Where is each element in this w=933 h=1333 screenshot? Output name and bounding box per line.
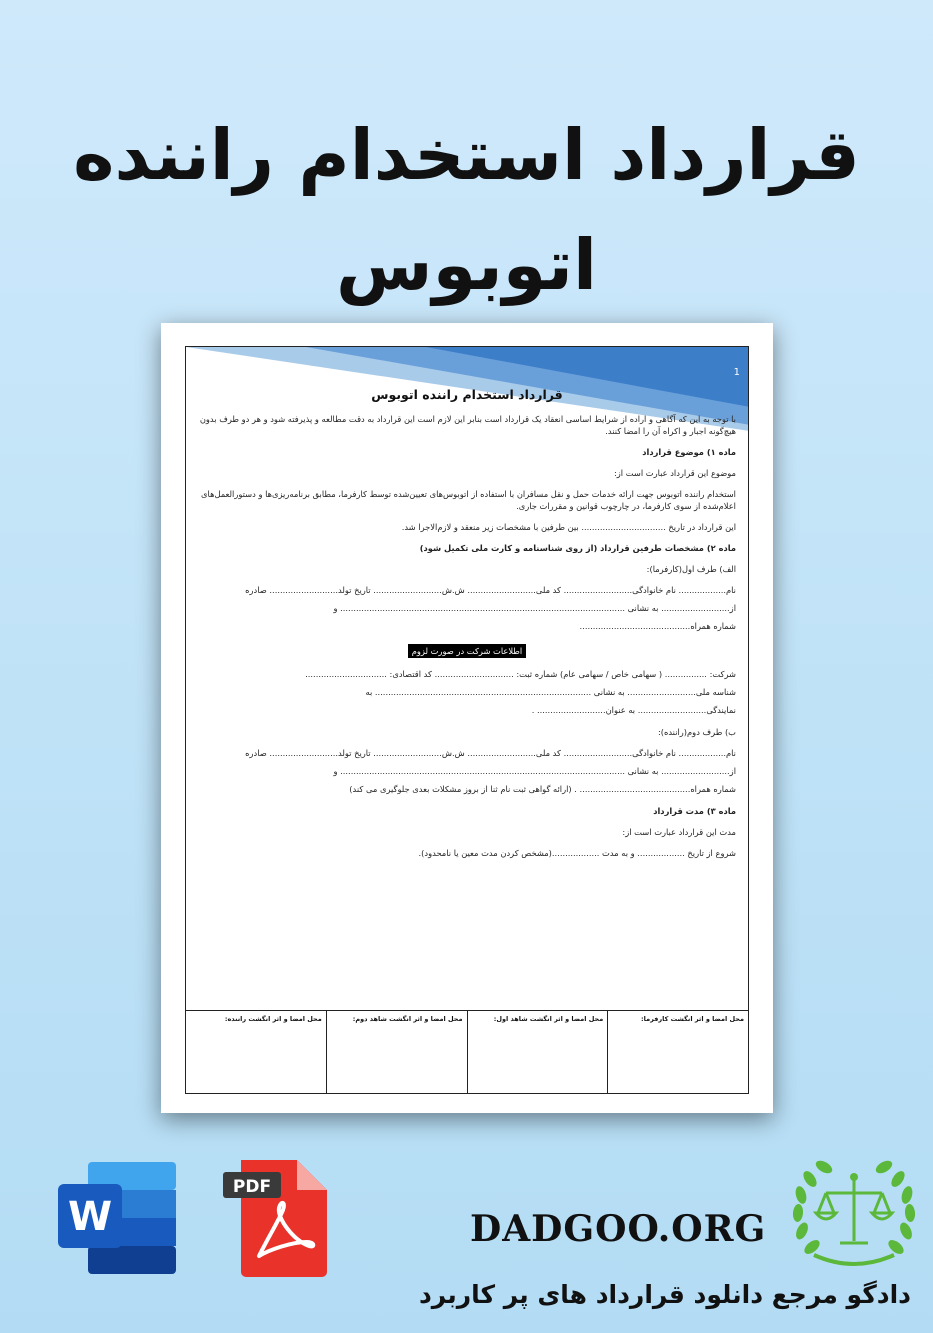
document-frame: [185, 346, 749, 1094]
signature-cell-driver: محل امضا و اثر انگشت راننده:: [224, 1015, 322, 1023]
party-b-row: شماره همراه.......................................... . (ارائه گواهی ثبت نام ثنا از بروز مشکلات بعدی جلوگیری می کند): [349, 784, 736, 794]
company-highlight: اطلاعات شرکت در صورت لزوم: [408, 644, 526, 658]
party-b-row: نام.................. نام خانوادگی.......................... کد ملی.......................... ش.ش.......................... تاریخ تولد.......................... صادره: [245, 748, 736, 758]
article3-text: شروع از تاریخ .................. و به مدت ..................(مشخص کردن مدت معین یا نامحدود).: [418, 848, 736, 858]
document-title: قرارداد استخدام راننده اتوبوس: [371, 387, 563, 402]
pdf-icon[interactable]: [223, 1160, 327, 1277]
party-a-row: شماره همراه..........................................: [579, 621, 736, 631]
party-a-label: الف) طرف اول(کارفرما):: [646, 564, 736, 574]
signature-table: [186, 1010, 748, 1093]
page-number: 1: [733, 367, 740, 378]
page-title: قرارداد استخدام راننده اتوبوس: [73, 114, 860, 306]
pdf-label: PDF: [232, 1177, 272, 1197]
signature-cell-witness-1: محل امضا و اثر انگشت شاهد اول:: [467, 1011, 608, 1093]
document-body: [198, 389, 736, 868]
tagline: دادگو مرجع دانلود قرارداد های پر کاربرد: [418, 1280, 911, 1309]
company-row: نمایندگی.......................... به عنوان.......................... .: [531, 705, 736, 715]
word-letter: W: [67, 1194, 113, 1240]
signature-cell-witness-2: محل امضا و اثر انگشت شاهد دوم:: [326, 1011, 467, 1093]
intro-paragraph: با توجه به این که آگاهی و اراده از شرایط اساسی انعقاد یک قرارداد است بنابر این لازم است این قرارداد به دقت مطالعه و پذیرفته شود و هر دو طرف بدون هیچ‌گونه اجبار و اکراه آن را امضا کنند.: [199, 414, 736, 436]
article1-heading: ماده ۱) موضوع قرارداد: [642, 447, 736, 457]
article2-heading: ماده ۲) مشخصات طرفین قرارداد (از روی شناسنامه و کارت ملی تکمیل شود): [419, 543, 736, 553]
signature-cell-employer: محل امضا و اثر انگشت کارفرما:: [607, 1011, 748, 1093]
document-preview: [161, 323, 773, 1113]
article3-heading: ماده ۳) مدت قرارداد: [653, 806, 736, 816]
brand-name: DADGOO.ORG: [470, 1208, 767, 1250]
scales-of-justice-icon: [790, 1155, 918, 1273]
article1-lead: موضوع این قرارداد عبارت است از:: [614, 468, 736, 478]
article1-date: این قرارداد در تاریخ ................................ بین طرفین با مشخصات زیر منعقد و لازم‌الاجرا شد.: [401, 522, 736, 532]
party-a-row: نام.................. نام خانوادگی.......................... کد ملی.......................... ش.ش.......................... تاریخ تولد.......................... صادره: [245, 585, 736, 595]
article1-text: استخدام راننده اتوبوس جهت ارائه خدمات حمل و نقل مسافران با استفاده از اتوبوس‌های تعیین‌شده توسط کارفرما، مطابق برنامه‌ریزی‌ها و دستورالعمل‌های اعلام‌شده از سوی کارفرما، در چارچوب قوانین و مقررات جاری.: [201, 489, 736, 511]
article3-lead: مدت این قرارداد عبارت است از:: [622, 827, 736, 837]
company-highlight-wrap: [198, 644, 736, 658]
company-row: شرکت: ................ ( سهامی خاص / سهامی عام) شماره ثبت: .............................. کد اقتصادی: ...............................: [305, 669, 736, 679]
word-icon[interactable]: [58, 1162, 176, 1274]
party-b-label: ب) طرف دوم(راننده):: [657, 727, 736, 737]
party-a-row: از.......................... به نشانی ............................................................................................................ و: [333, 603, 736, 613]
company-row: شناسه ملی.......................... به نشانی .................................................................................. به: [365, 687, 736, 697]
party-b-row: از.......................... به نشانی ............................................................................................................ و: [333, 766, 736, 776]
